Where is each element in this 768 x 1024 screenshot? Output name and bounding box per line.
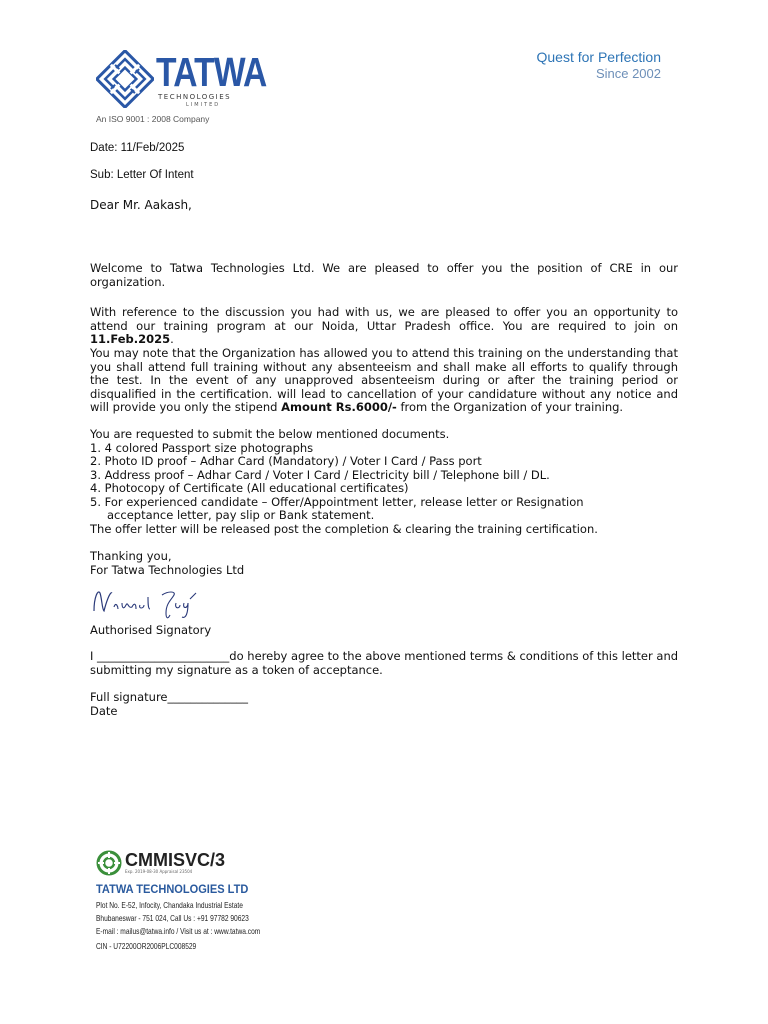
cmmi-appraisal: Exp. 2019-08-30 Appraisal 23504 [125, 869, 193, 874]
footer-address: Plot No. E-52, Infocity, Chandaka Industrial Estate [96, 900, 243, 910]
cmmi-label: CMMISVC/3 [125, 850, 226, 870]
terms-text: You may note that the Organization has allowed you to attend this training on the understanding that you shall attend full training without any absenteeism and shall make all efforts to qualify through the test. In the event of any unapproved absenteeism during or after the training period or disqualified in the certification. will lead to cancellation of your candidature without any notice and will provide you only the stipend [90, 346, 678, 414]
footer-city-phone: Bhubaneswar - 751 024, Call Us : +91 97782 90623 [96, 913, 249, 923]
full-signature-line: Full signature______________ [90, 690, 248, 704]
salutation: Dear Mr. Aakash, [90, 198, 192, 212]
document-item: 4. Photocopy of Certificate (All educational certificates) [90, 481, 409, 495]
footer-email-web: E-mail : mailus@tatwa.info / Visit us at : www.tatwa.com [96, 926, 261, 936]
document-item: 2. Photo ID proof – Adhar Card (Mandatory) / Voter I Card / Pass port [90, 454, 482, 468]
iso-certification: An ISO 9001 : 2008 Company [96, 114, 210, 124]
documents-section [90, 428, 598, 536]
document-item: 5. For experienced candidate – Offer/Appointment letter, release letter or Resignation [90, 494, 584, 509]
offer-note: The offer letter will be released post the completion & clearing the training certification. [90, 521, 598, 536]
cmmi-badge-icon [96, 850, 122, 876]
since-year: Since 2002 [595, 66, 661, 81]
brand-subtitle: TECHNOLOGIES [158, 93, 232, 101]
terms-paragraph [90, 347, 678, 415]
training-paragraph [90, 306, 678, 347]
training-text-end: . [170, 332, 174, 346]
date-label: Date [90, 704, 118, 718]
handwritten-signature [88, 583, 208, 623]
brand-subtitle-limited: LIMITED [186, 102, 221, 108]
for-company: For Tatwa Technologies Ltd [90, 562, 245, 577]
document-item: 3. Address proof – Adhar Card / Voter I Card / Electricity bill / Telephone bill / DL. [90, 467, 550, 482]
document-item: 1. 4 colored Passport size photographs [90, 440, 314, 455]
terms-text-end: from the Organization of your training. [396, 400, 624, 414]
join-date: 11.Feb.2025 [90, 332, 171, 346]
stipend-amount: Amount Rs.6000/- [281, 400, 397, 414]
document-item: acceptance letter, pay slip or Bank statement. [107, 508, 375, 522]
brand-name: TATWA [156, 49, 267, 95]
signature-block [90, 690, 248, 718]
tagline: Quest for Perfection [536, 49, 661, 65]
closing [90, 550, 244, 577]
acceptance-statement: I _______________________do hereby agree to the above mentioned terms & conditions of this letter and submitting my signature as a token of acceptance. [90, 649, 679, 677]
letter-subject: Sub: Letter Of Intent [90, 169, 194, 181]
footer-company: TATWA TECHNOLOGIES LTD [96, 882, 249, 896]
welcome-paragraph: Welcome to Tatwa Technologies Ltd. We are pleased to offer you the position of CRE in our organization. [90, 261, 678, 289]
thanks-line: Thanking you, [90, 549, 172, 563]
footer-cin: CIN - U72200OR2006PLC008529 [96, 941, 197, 951]
authorised-signatory: Authorised Signatory [90, 623, 212, 637]
tatwa-logo-icon [96, 50, 154, 108]
documents-intro: You are requested to submit the below mentioned documents. [90, 427, 450, 441]
letter-date: Date: 11/Feb/2025 [90, 142, 185, 154]
training-text: With reference to the discussion you had with us, we are pleased to offer you an opportunity to attend our training program at our Noida, Uttar Pradesh office. You are required to join on [90, 305, 678, 333]
